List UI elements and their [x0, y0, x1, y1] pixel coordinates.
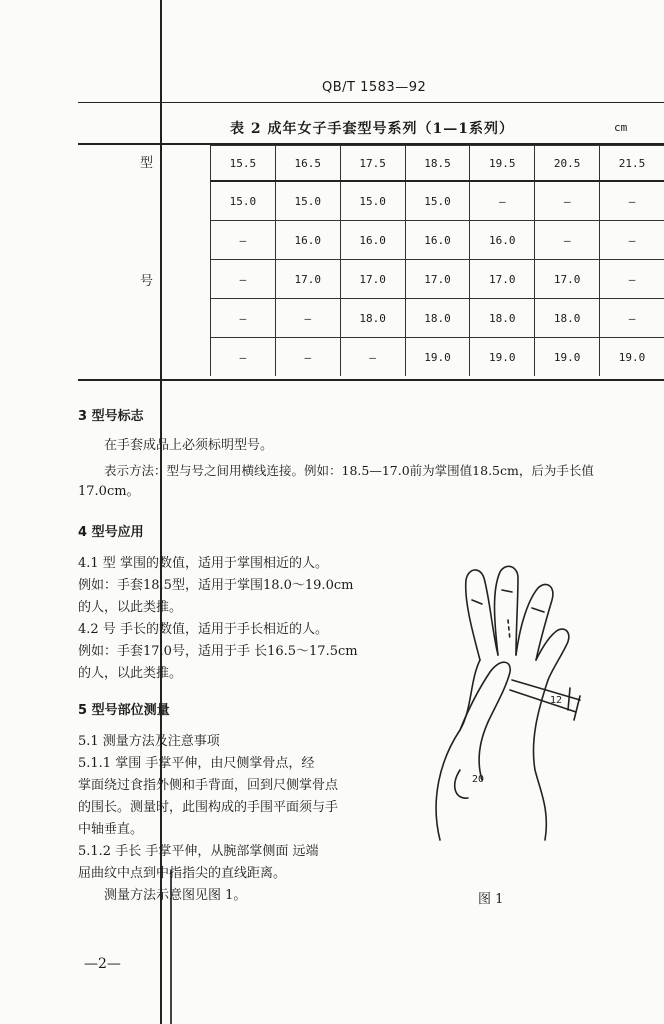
section-4-line: 的人，以此类推。 — [78, 600, 183, 615]
table-cell: 16.0 — [340, 221, 405, 260]
figure-caption: 图 1 — [478, 892, 504, 907]
table-header-row — [211, 146, 664, 182]
table-cell: — — [211, 221, 276, 260]
section-5-line: 5.1 测量方法及注意事项 — [78, 734, 220, 749]
table-cell: 18.0 — [470, 299, 535, 338]
section-3-para2-line2: 17.0cm。 — [78, 484, 140, 499]
table-header-cell: 17.5 — [340, 146, 405, 182]
table-cell: 17.0 — [275, 260, 340, 299]
section-4-title: 4 型号应用 — [78, 525, 144, 540]
section-5-line: 的围长。测量时，此围构成的手围平面须与手 — [78, 800, 339, 815]
table-cell: 17.0 — [340, 260, 405, 299]
section-4-line: 例如：手套17.0号，适用于手 长16.5～17.5cm — [78, 644, 358, 659]
table-unit: cm — [614, 121, 628, 134]
section-3-para2-line1: 表示方法：型与号之间用横线连接。例如：18.5—17.0前为掌围值18.5cm，后为手长值 — [104, 463, 594, 478]
table-header-cell: 15.5 — [211, 146, 276, 182]
table-header-cell: 21.5 — [600, 146, 664, 182]
section-4-line: 例如：手套18.5型，适用于掌围18.0～19.0cm — [78, 578, 354, 593]
table-cell: 18.0 — [535, 299, 600, 338]
table-cell: — — [275, 338, 340, 377]
table-cell: 19.0 — [600, 338, 664, 377]
section-4-line: 的人，以此类推。 — [78, 666, 183, 681]
standard-number-header: QB/T 1583—92 — [322, 80, 427, 95]
section-5-line: 5.1.2 手长 手掌平伸，从腕部掌侧面 远端 — [78, 844, 319, 859]
table-header-cell: 16.5 — [275, 146, 340, 182]
table-cell: — — [535, 181, 600, 221]
table-cell: 19.0 — [470, 338, 535, 377]
table-cell: — — [211, 260, 276, 299]
table-cell: 19.0 — [535, 338, 600, 377]
table-cell: 18.0 — [340, 299, 405, 338]
table-row — [211, 221, 664, 260]
table-cell: — — [600, 299, 664, 338]
table-cell: 15.0 — [340, 181, 405, 221]
table-cell: 16.0 — [405, 221, 470, 260]
section-5-line: 测量方法示意图见图 1。 — [104, 888, 247, 903]
section-5-line: 中轴垂直。 — [78, 822, 144, 837]
table-cell: — — [600, 260, 664, 299]
table-cell: 18.0 — [405, 299, 470, 338]
table-cell: 17.0 — [470, 260, 535, 299]
table-cell: — — [470, 181, 535, 221]
size-table — [210, 145, 664, 376]
table-bottom-rule — [78, 379, 664, 381]
section-5-line: 5.1.1 掌围 手掌平伸，由尺侧掌骨点，经 — [78, 756, 315, 771]
table-cell: 15.0 — [211, 181, 276, 221]
palm-girth-label: 20 — [472, 774, 485, 785]
section-5-line: 屈曲纹中点到中指指尖的直线距离。 — [78, 866, 287, 881]
table-row — [211, 299, 664, 338]
section-3-title: 3 型号标志 — [78, 409, 144, 424]
table-cell: — — [600, 221, 664, 260]
table-cell: 15.0 — [275, 181, 340, 221]
table-cell: 15.0 — [405, 181, 470, 221]
table-cell: — — [340, 338, 405, 377]
table-row — [211, 338, 664, 377]
table-cell: 17.0 — [405, 260, 470, 299]
table-cell: 17.0 — [535, 260, 600, 299]
table-cell: 16.0 — [275, 221, 340, 260]
table-header-cell: 20.5 — [535, 146, 600, 182]
table-cell: 19.0 — [405, 338, 470, 377]
section-4-line: 4.2 号 手长的数值，适用于手长相近的人。 — [78, 622, 328, 637]
width-dimension-label: 12 — [550, 695, 563, 706]
row-label-number: 号 — [140, 274, 154, 289]
table-cell: — — [275, 299, 340, 338]
table-row — [211, 181, 664, 221]
section-4-line: 4.1 型 掌围的数值，适用于掌围相近的人。 — [78, 556, 328, 571]
header-rule — [78, 102, 664, 103]
table-row — [211, 260, 664, 299]
section-5-title: 5 型号部位测量 — [78, 703, 170, 718]
section-3-para1: 在手套成品上必须标明型号。 — [104, 438, 274, 453]
table-cell: 16.0 — [470, 221, 535, 260]
hand-measurement-figure — [420, 560, 600, 860]
row-label-type: 型 — [140, 156, 154, 171]
table-cell: — — [211, 338, 276, 377]
table-header-cell: 18.5 — [405, 146, 470, 182]
table-cell: — — [600, 181, 664, 221]
table-cell: — — [535, 221, 600, 260]
table-cell: — — [211, 299, 276, 338]
table-title: 表 2 成年女子手套型号系列（1—1系列） — [230, 121, 514, 137]
page-number: —2— — [84, 956, 121, 972]
table-header-cell: 19.5 — [470, 146, 535, 182]
section-5-line: 掌面绕过食指外侧和手背面，回到尺侧掌骨点 — [78, 778, 339, 793]
